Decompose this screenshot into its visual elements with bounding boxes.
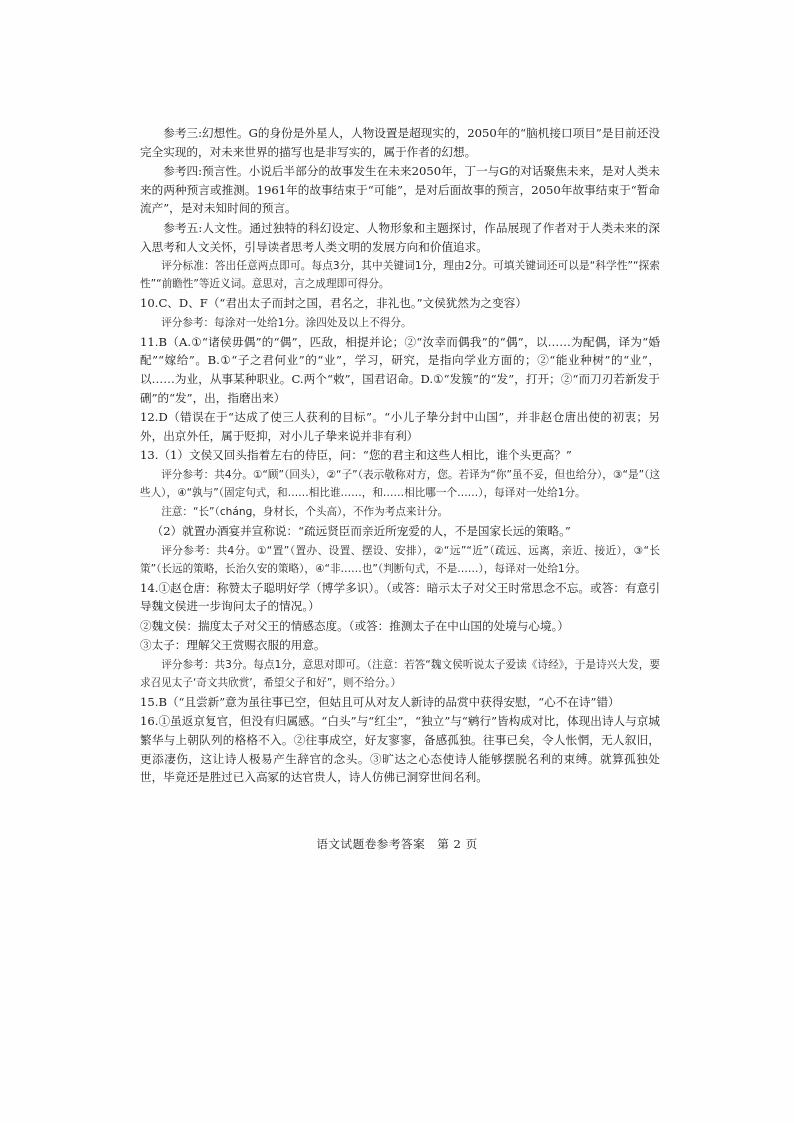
answer-paragraph: 评分参考：共4分。①“顾”（回头），②“子”（表示敬称对方，您。若译为“你”虽不妥，但也给分），③“是”（这些人），④“孰与”（固定句式，和……相比谁……，和……相比哪一个……），每译对一处给1分。: [140, 468, 660, 499]
page-footer: 语文试题卷参考答案 第 2 页: [316, 837, 478, 851]
answer-paragraph: 评分标准：答出任意两点即可。每点3分，其中关键词1分，理由2分。可填关键词还可以是“科学性”“探索性”“前瞻性”等近义词。意思对，言之成理即可得分。: [140, 260, 660, 291]
answer-paragraph: 参考五:人文性。通过独特的科幻设定、人物形象和主题探讨，作品展现了作者对于人类未来的深入思考和人文关怀，引导读者思考人类文明的发展方向和价值追求。: [140, 220, 660, 254]
answer-paragraph: 参考四:预言性。小说后半部分的故事发生在未来2050年，丁一与G的对话聚焦未来，是对人类未来的两种预言或推测。1961年的故事结束于“可能”，是对后面故事的预言，2050年故事结束于“暂命流产”，是对未知时间的预言。: [140, 164, 660, 216]
answer-paragraph: 注意：“长”（chánɡ，身材长，个头高），不作为考点来计分。: [161, 505, 449, 518]
answer-paragraph: 11.B（A.①“诸侯毋偶”的“偶”，匹敌，相提并论；②“汝幸而偶我”的“偶”，以……为配偶，译为“婚配”“嫁给”。B.①“子之君何业”的“业”，学习，研究，是指向学业方面的；②“能业种树”的“业”，以……为业，从事某种职业。C.两个“敕”，国君诏命。D.①“发簇”的“发”，打开；②“而刀刃若新发于硎”的“发”，出，指磨出来）: [140, 334, 660, 405]
answer-paragraph: 评分参考：共4分。①“置”（置办、设置、摆设、安排），②“远”“近”（疏远、远离，亲近、接近），③“长策”（长远的策略，长治久安的策略），④“非……也”（判断句式，不是……），每译对一处给1分。: [140, 544, 660, 575]
answer-paragraph: 参考三:幻想性。G的身份是外星人，人物设置是超现实的，2050年的“脑机接口项目”是目前还没完全实现的，对未来世界的描写也是非写实的，属于作者的幻想。: [140, 126, 660, 159]
answer-paragraph: 13.（1）文侯又回头指着左右的侍臣，问：“您的君主和这些人相比，谁个头更高？”: [140, 448, 572, 463]
answer-paragraph: 10.C、D、F（“君出太子而封之国，君名之，非礼也。”文侯犹然为之变容）: [140, 296, 527, 311]
answer-paragraph: 12.D（错误在于“达成了使三人获利的目标”。“小儿子挚分封中山国”，并非赵仓唐出使的初衷；另外，出京外任，属于贬抑，对小儿子挚来说并非有利）: [140, 410, 660, 443]
answer-paragraph: （2）就置办酒宴并宣称说：“疏远贤臣而亲近所宠爱的人，不是国家长远的策略。”: [151, 523, 571, 538]
answer-paragraph: 14.①赵仓唐：称赞太子聪明好学（博学多识）。（或答：暗示太子对父王时常思念不忘。或答：有意引导魏文侯进一步询问太子的情况。）: [140, 580, 660, 614]
answer-paragraph: ③太子：理解父王赏赐衣服的用意。: [140, 638, 326, 653]
answer-paragraph: ②魏文侯：揣度太子对父王的情感态度。（或答：推测太子在中山国的处境与心境。）: [140, 618, 569, 633]
answer-paragraph: 15.B（“且尝新”意为虽往事已空，但姑且可从对友人新诗的品赏中获得安慰，“心不在诗”错）: [140, 694, 620, 709]
answer-paragraph: 评分参考：共3分。每点1分，意思对即可。（注意：若答“魏文侯听说太子爱读《诗经》，于是诗兴大发，要求召见太子‘奇文共欣赏’，希望父子和好”，则不给分。）: [140, 658, 660, 689]
answer-paragraph: 评分参考：每涂对一处给1分。涂四处及以上不得分。: [161, 316, 412, 329]
answer-paragraph: 16.①虽返京复官，但没有归属感。“白头”与“红尘”，“独立”与“鹓行”皆构成对比，体现出诗人与京城繁华与上朝队列的格格不入。②往事成空，好友寥寥，备感孤独。往事已矣，令人怅惘，无人叙旧，更添凄伤，这让诗人极易产生辞官的念头。③旷达之心态使诗人能够摆脱名利的束缚。就算孤独处世，毕竟还是胜过已入高冢的达官贵人，诗人仿佛已洞穿世间名利。: [140, 714, 660, 785]
answer-key-body: [140, 124, 660, 788]
